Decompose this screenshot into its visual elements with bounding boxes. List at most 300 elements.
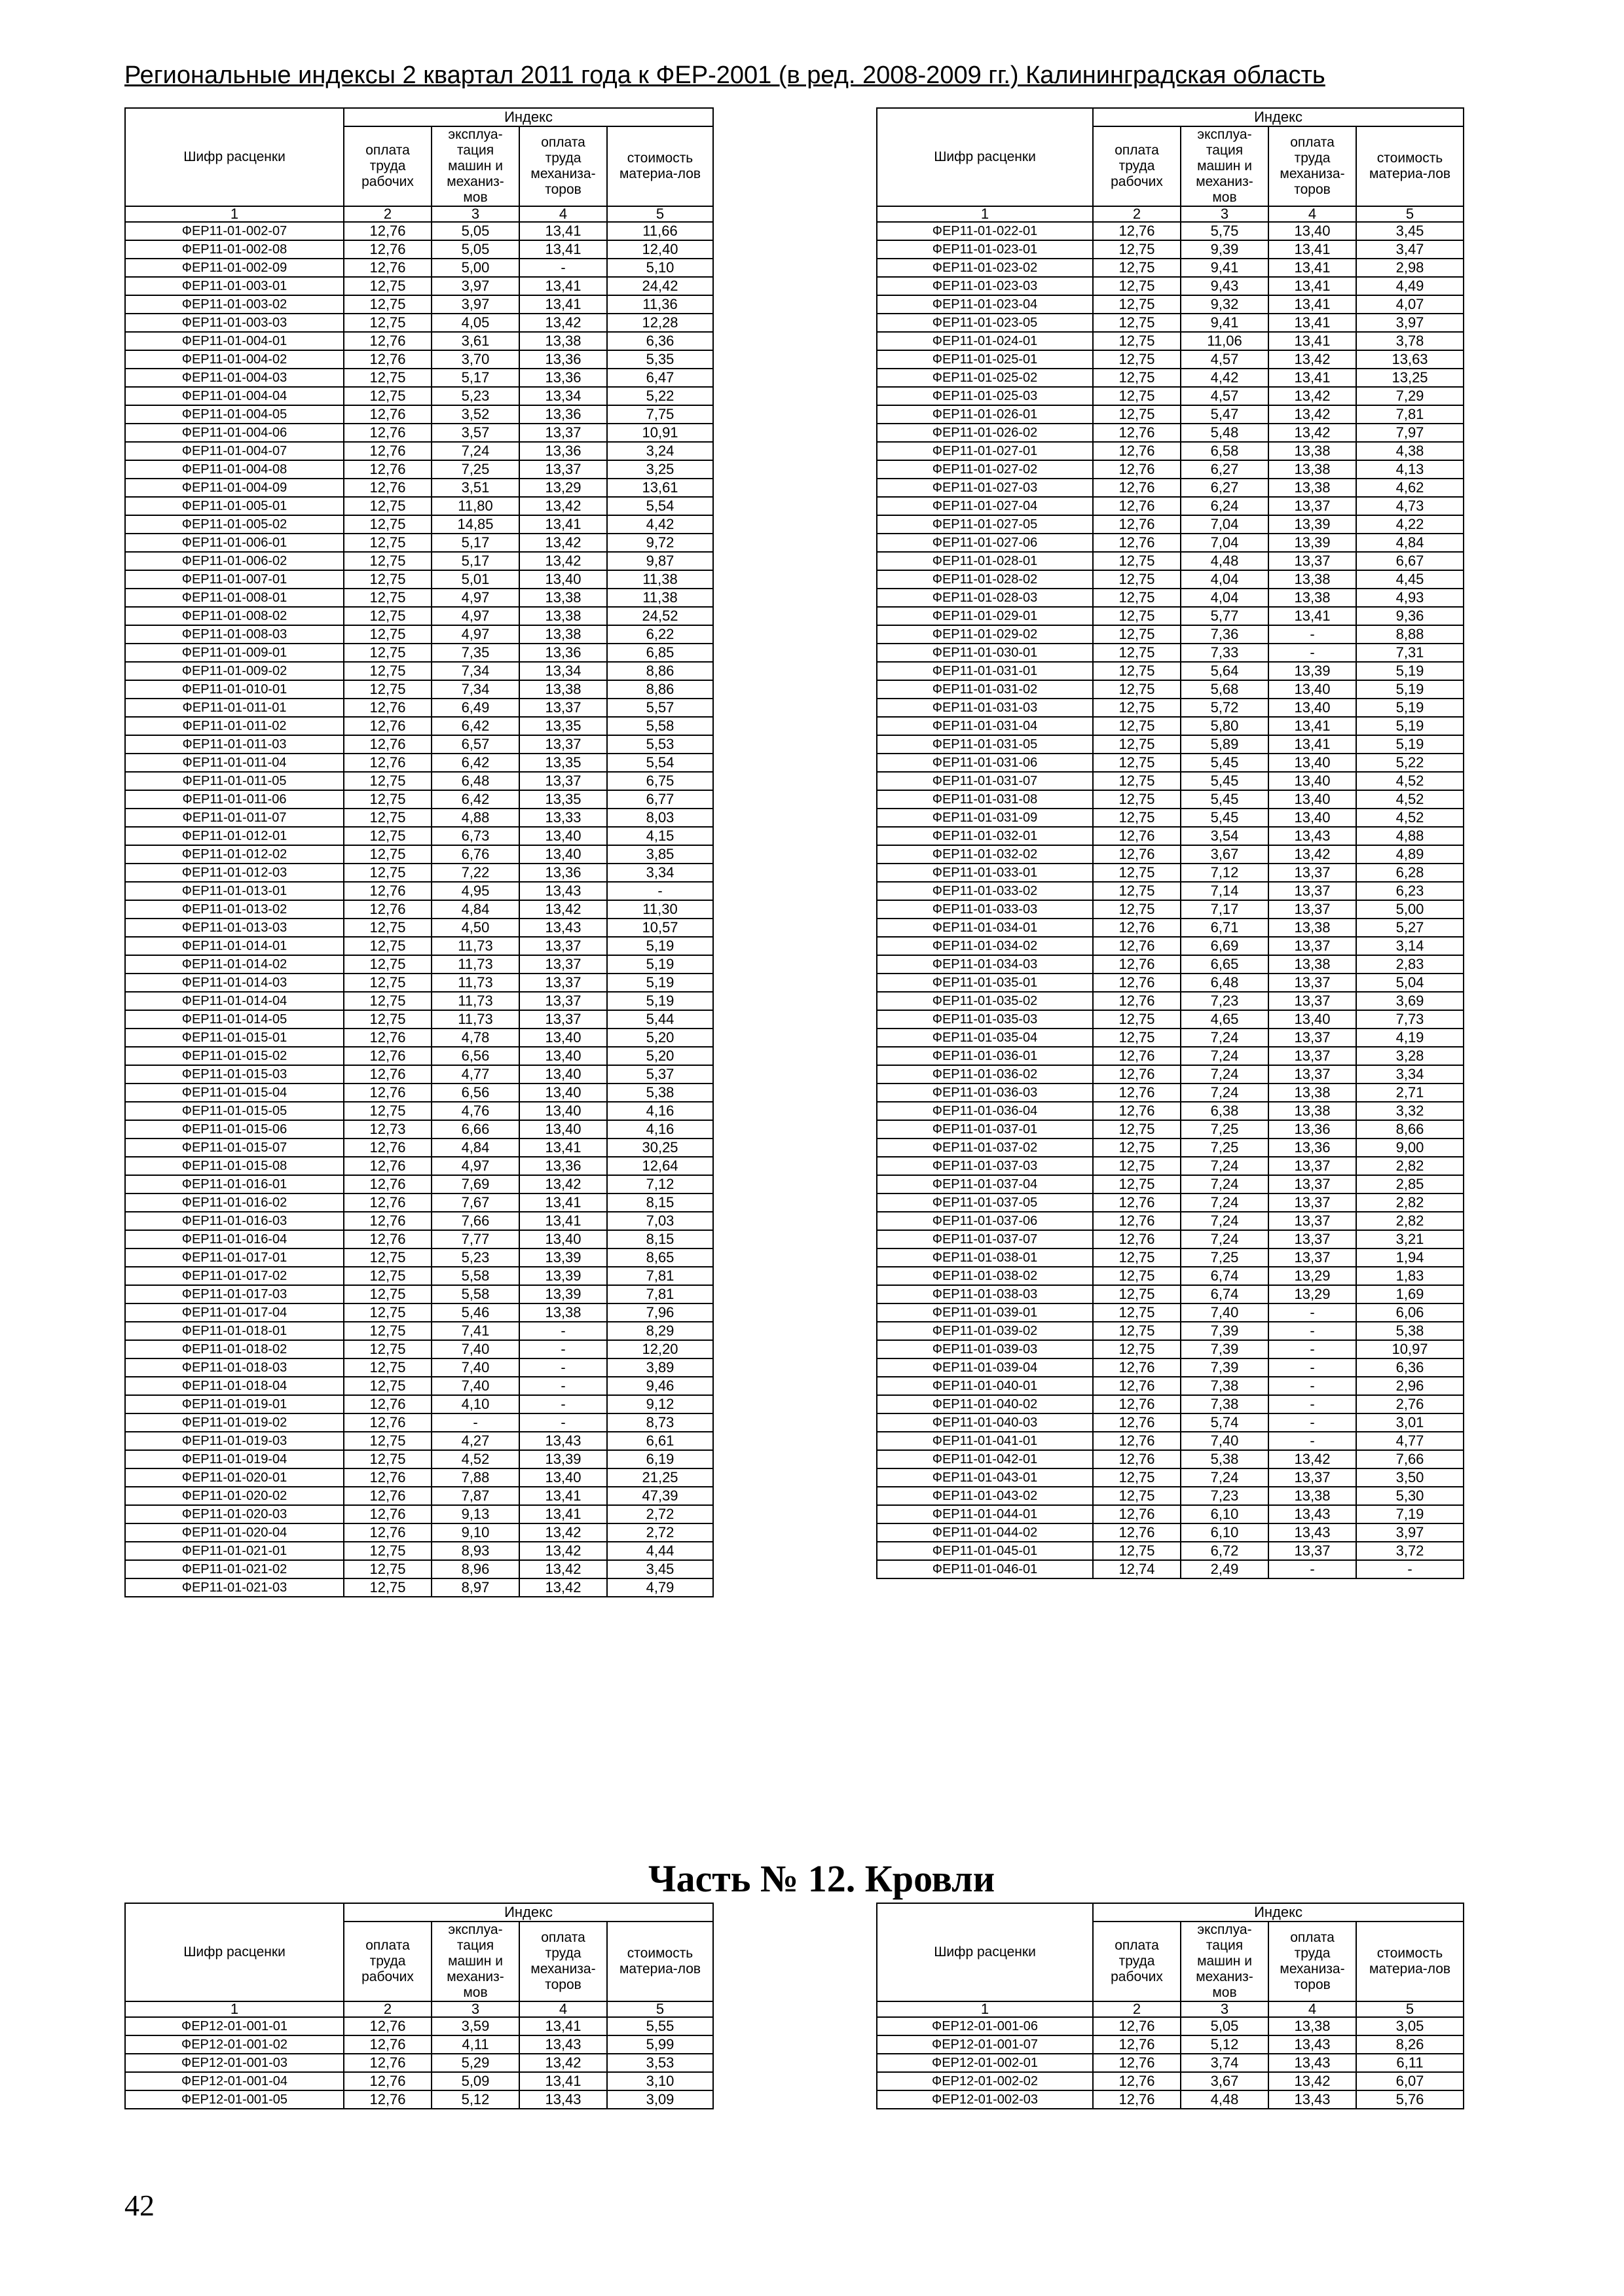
table-row: [125, 369, 713, 387]
table-row: [125, 1505, 713, 1523]
rate-code-cell: ФЕР11-01-009-02: [125, 662, 344, 680]
rate-code-cell: ФЕР11-01-029-02: [877, 625, 1093, 644]
machine-operation-cell: 8,97: [432, 1578, 519, 1597]
table-row: [125, 1377, 713, 1395]
table-row: [125, 790, 713, 809]
materials-cost-cell: 3,78: [1356, 332, 1464, 350]
machine-operation-cell: 6,42: [432, 717, 519, 735]
table-row: [125, 1468, 713, 1487]
materials-cost-cell: 2,96: [1356, 1377, 1464, 1395]
machine-operation-cell: 6,56: [432, 1084, 519, 1102]
materials-cost-cell: 4,79: [607, 1578, 713, 1597]
labor-cost-cell: 12,76: [344, 1468, 432, 1487]
machinist-pay-cell: 13,43: [1268, 1523, 1356, 1542]
labor-cost-cell: 12,76: [1093, 424, 1181, 442]
materials-cost-cell: 5,38: [607, 1084, 713, 1102]
machinist-pay-cell: 13,40: [519, 1120, 607, 1139]
rate-code-cell: ФЕР11-01-007-01: [125, 570, 344, 589]
rate-code-cell: ФЕР11-01-005-01: [125, 497, 344, 515]
machine-operation-cell: 11,73: [432, 1010, 519, 1029]
labor-cost-cell: 12,76: [344, 1395, 432, 1413]
rate-code-cell: ФЕР11-01-039-04: [877, 1358, 1093, 1377]
machine-operation-cell: 7,41: [432, 1322, 519, 1340]
machinist-pay-cell: 13,37: [1268, 974, 1356, 992]
table-row: [125, 827, 713, 845]
labor-cost-cell: 12,76: [344, 754, 432, 772]
materials-cost-cell: 47,39: [607, 1487, 713, 1505]
materials-cost-cell: 8,73: [607, 1413, 713, 1432]
machinist-pay-cell: 13,42: [519, 1560, 607, 1578]
table-row: [125, 974, 713, 992]
materials-cost-cell: 3,69: [1356, 992, 1464, 1010]
machinist-pay-cell: 13,40: [519, 1468, 607, 1487]
rate-code-cell: ФЕР11-01-028-03: [877, 589, 1093, 607]
table-row: [877, 350, 1464, 369]
machinist-pay-cell: 13,40: [519, 1084, 607, 1102]
machine-operation-cell: 7,25: [1181, 1139, 1268, 1157]
labor-cost-cell: 12,75: [1093, 1175, 1181, 1194]
table-row: [877, 1010, 1464, 1029]
materials-cost-cell: 7,31: [1356, 644, 1464, 662]
machine-operation-cell: 5,23: [432, 1248, 519, 1267]
materials-cost-cell: 5,19: [607, 937, 713, 955]
labor-cost-cell: 12,75: [1093, 369, 1181, 387]
materials-cost-cell: 3,05: [1356, 2017, 1464, 2035]
table-row: [125, 277, 713, 295]
rate-code-cell: ФЕР12-01-002-02: [877, 2072, 1093, 2090]
machine-operation-cell: 6,48: [432, 772, 519, 790]
table-row: [877, 387, 1464, 405]
rate-code-cell: ФЕР11-01-021-03: [125, 1578, 344, 1597]
rate-code-cell: ФЕР11-01-004-02: [125, 350, 344, 369]
machine-operation-cell: 4,42: [1181, 369, 1268, 387]
rate-code-cell: ФЕР11-01-027-04: [877, 497, 1093, 515]
materials-cost-cell: 11,38: [607, 570, 713, 589]
rate-code-cell: ФЕР11-01-036-01: [877, 1047, 1093, 1065]
table-row: [125, 442, 713, 460]
machinist-pay-cell: 13,37: [1268, 1542, 1356, 1560]
rate-code-cell: ФЕР11-01-015-02: [125, 1047, 344, 1065]
labor-cost-cell: 12,75: [344, 955, 432, 974]
machinist-pay-cell: 13,29: [1268, 1267, 1356, 1285]
labor-cost-cell: 12,75: [344, 1285, 432, 1303]
table-row: [877, 919, 1464, 937]
materials-cost-cell: 7,73: [1356, 1010, 1464, 1029]
machine-operation-cell: 3,97: [432, 277, 519, 295]
table-row: [125, 259, 713, 277]
machinist-pay-cell: 13,42: [1268, 2072, 1356, 2090]
materials-cost-cell: 4,52: [1356, 772, 1464, 790]
machinist-pay-cell: -: [519, 1322, 607, 1340]
rate-code-cell: ФЕР11-01-004-04: [125, 387, 344, 405]
machinist-pay-cell: 13,40: [1268, 222, 1356, 240]
rate-code-cell: ФЕР12-01-001-06: [877, 2017, 1093, 2035]
materials-cost-cell: 13,63: [1356, 350, 1464, 369]
machine-operation-cell: 7,24: [1181, 1065, 1268, 1084]
machinist-pay-cell: 13,37: [1268, 1047, 1356, 1065]
labor-cost-cell: 12,75: [344, 497, 432, 515]
rate-code-cell: ФЕР11-01-015-03: [125, 1065, 344, 1084]
materials-cost-cell: 4,13: [1356, 460, 1464, 479]
rate-code-cell: ФЕР11-01-014-01: [125, 937, 344, 955]
table-row: [125, 534, 713, 552]
index-group-header: Индекс: [344, 1903, 713, 1922]
machine-operation-cell: 5,77: [1181, 607, 1268, 625]
machinist-pay-cell: 13,37: [519, 460, 607, 479]
table-row: [877, 1322, 1464, 1340]
rate-code-cell: ФЕР11-01-036-03: [877, 1084, 1093, 1102]
materials-cost-cell: 5,19: [1356, 680, 1464, 699]
rate-code-cell: ФЕР12-01-001-05: [125, 2090, 344, 2109]
materials-cost-cell: 5,00: [1356, 900, 1464, 919]
labor-cost-cell: 12,76: [344, 1157, 432, 1175]
machine-operation-cell: 5,72: [1181, 699, 1268, 717]
table-row: [877, 1377, 1464, 1395]
machine-operation-cell: 6,10: [1181, 1523, 1268, 1542]
machinist-pay-cell: 13,40: [1268, 772, 1356, 790]
labor-cost-cell: 12,76: [1093, 1212, 1181, 1230]
labor-cost-cell: 12,75: [1093, 1010, 1181, 1029]
table-row: [125, 1487, 713, 1505]
materials-cost-cell: 6,23: [1356, 882, 1464, 900]
labor-cost-cell: 12,76: [344, 1047, 432, 1065]
table-row: [125, 1450, 713, 1468]
materials-cost-cell: 5,19: [1356, 662, 1464, 680]
machine-operation-cell: 5,45: [1181, 772, 1268, 790]
table-row: [877, 1340, 1464, 1358]
materials-column-header: стоимость материа-лов: [607, 126, 713, 206]
machine-operation-cell: 6,66: [432, 1120, 519, 1139]
materials-cost-cell: 7,75: [607, 405, 713, 424]
table-row: [125, 2017, 713, 2035]
labor-cost-cell: 12,76: [1093, 2017, 1181, 2035]
materials-cost-cell: 3,89: [607, 1358, 713, 1377]
labor-cost-cell: 12,76: [1093, 992, 1181, 1010]
rate-code-cell: ФЕР11-01-046-01: [877, 1560, 1093, 1578]
rate-code-cell: ФЕР11-01-004-08: [125, 460, 344, 479]
labor-cost-cell: 12,75: [344, 919, 432, 937]
machine-operation-cell: 7,24: [1181, 1157, 1268, 1175]
index-table-part12-right: [876, 1903, 1464, 2109]
labor-cost-cell: 12,75: [1093, 735, 1181, 754]
materials-cost-cell: 5,20: [607, 1029, 713, 1047]
materials-cost-cell: 4,73: [1356, 497, 1464, 515]
materials-cost-cell: 4,52: [1356, 790, 1464, 809]
machinist-pay-cell: -: [519, 1340, 607, 1358]
labor-cost-cell: 12,75: [344, 809, 432, 827]
table-row: [125, 570, 713, 589]
machine-operation-cell: 3,59: [432, 2017, 519, 2035]
machine-operation-cell: 3,51: [432, 479, 519, 497]
rate-code-cell: ФЕР12-01-001-02: [125, 2035, 344, 2054]
rate-code-cell: ФЕР11-01-035-04: [877, 1029, 1093, 1047]
table-row: [877, 1065, 1464, 1084]
table-row: [125, 845, 713, 864]
table-row: [877, 1303, 1464, 1322]
table-row: [125, 1248, 713, 1267]
table-row: [125, 1432, 713, 1450]
table-row: [877, 1505, 1464, 1523]
machinist-pay-cell: -: [1268, 625, 1356, 644]
machine-operation-cell: 5,48: [1181, 424, 1268, 442]
table-row: [125, 1194, 713, 1212]
rate-code-cell: ФЕР11-01-009-01: [125, 644, 344, 662]
materials-cost-cell: 8,66: [1356, 1120, 1464, 1139]
table-row: [877, 369, 1464, 387]
rate-code-cell: ФЕР11-01-018-04: [125, 1377, 344, 1395]
machinist-pay-cell: -: [519, 1413, 607, 1432]
labor-cost-cell: 12,75: [344, 864, 432, 882]
labor-cost-cell: 12,76: [344, 1065, 432, 1084]
table-row: [877, 1413, 1464, 1432]
rate-code-cell: ФЕР11-01-038-02: [877, 1267, 1093, 1285]
machine-operation-cell: 9,41: [1181, 314, 1268, 332]
table-row: [125, 2090, 713, 2109]
rate-code-cell: ФЕР11-01-029-01: [877, 607, 1093, 625]
machinist-pay-cell: 13,43: [1268, 2090, 1356, 2109]
machinist-pay-cell: 13,42: [1268, 424, 1356, 442]
rate-code-cell: ФЕР11-01-043-01: [877, 1468, 1093, 1487]
machinist-pay-cell: 13,37: [1268, 1468, 1356, 1487]
materials-cost-cell: 5,55: [607, 2017, 713, 2035]
labor-cost-cell: 12,76: [1093, 442, 1181, 460]
machine-operation-cell: 5,17: [432, 552, 519, 570]
table-row: [125, 387, 713, 405]
table-row: [125, 717, 713, 735]
rate-code-cell: ФЕР11-01-026-01: [877, 405, 1093, 424]
table-row: [125, 1084, 713, 1102]
labor-cost-cell: 12,75: [1093, 1487, 1181, 1505]
machine-operation-cell: 5,09: [432, 2072, 519, 2090]
materials-cost-cell: 3,34: [1356, 1065, 1464, 1084]
rate-code-cell: ФЕР11-01-012-03: [125, 864, 344, 882]
machine-operation-cell: 3,74: [1181, 2054, 1268, 2072]
labor-cost-cell: 12,75: [344, 625, 432, 644]
rate-code-cell: ФЕР12-01-001-07: [877, 2035, 1093, 2054]
table-row: [125, 222, 713, 240]
materials-cost-cell: 4,77: [1356, 1432, 1464, 1450]
rate-code-cell: ФЕР11-01-043-02: [877, 1487, 1093, 1505]
labor-cost-cell: 12,76: [344, 735, 432, 754]
rate-code-cell: ФЕР11-01-012-02: [125, 845, 344, 864]
materials-cost-cell: 8,15: [607, 1230, 713, 1248]
materials-cost-cell: 7,29: [1356, 387, 1464, 405]
rate-code-cell: ФЕР11-01-011-04: [125, 754, 344, 772]
rate-code-cell: ФЕР11-01-020-02: [125, 1487, 344, 1505]
labor-cost-cell: 12,76: [344, 1487, 432, 1505]
rate-code-cell: ФЕР11-01-011-06: [125, 790, 344, 809]
machinist-pay-cell: 13,33: [519, 809, 607, 827]
labor-cost-cell: 12,75: [1093, 277, 1181, 295]
machinist-pay-cell: 13,37: [1268, 1065, 1356, 1084]
table-row: [877, 1139, 1464, 1157]
machinist-pay-cell: 13,41: [519, 1194, 607, 1212]
table-row: [125, 497, 713, 515]
rate-code-cell: ФЕР11-01-032-02: [877, 845, 1093, 864]
machinist-pay-cell: 13,40: [519, 1102, 607, 1120]
table-row: [125, 1413, 713, 1432]
table-row: [877, 1175, 1464, 1194]
table-row: [877, 699, 1464, 717]
machinist-pay-cell: 13,38: [519, 589, 607, 607]
table-row: [125, 460, 713, 479]
labor-cost-cell: 12,75: [344, 680, 432, 699]
labor-cost-cell: 12,75: [344, 827, 432, 845]
labor-cost-cell: 12,76: [344, 2054, 432, 2072]
labor-cost-cell: 12,75: [1093, 607, 1181, 625]
materials-cost-cell: 5,53: [607, 735, 713, 754]
machine-operation-cell: 4,65: [1181, 1010, 1268, 1029]
rate-code-cell: ФЕР11-01-019-03: [125, 1432, 344, 1450]
machine-operation-cell: 6,48: [1181, 974, 1268, 992]
machine-operation-cell: 7,04: [1181, 515, 1268, 534]
machinist-pay-cell: 13,40: [1268, 790, 1356, 809]
labor-cost-cell: 12,75: [344, 662, 432, 680]
labor-cost-cell: 12,76: [344, 1029, 432, 1047]
machine-operation-cell: 6,74: [1181, 1267, 1268, 1285]
machinist-pay-cell: 13,36: [1268, 1139, 1356, 1157]
labor-cost-cell: 12,76: [344, 882, 432, 900]
machine-operation-cell: 4,97: [432, 589, 519, 607]
machinist-pay-cell: 13,38: [1268, 479, 1356, 497]
machinist-pay-cell: 13,37: [1268, 992, 1356, 1010]
materials-cost-cell: 5,20: [607, 1047, 713, 1065]
labor-cost-cell: 12,76: [1093, 1084, 1181, 1102]
labor-cost-cell: 12,75: [1093, 717, 1181, 735]
machine-operation-cell: 9,10: [432, 1523, 519, 1542]
table-row: [877, 534, 1464, 552]
machinist-pay-cell: 13,35: [519, 717, 607, 735]
materials-cost-cell: 3,32: [1356, 1102, 1464, 1120]
machine-operation-cell: 5,17: [432, 534, 519, 552]
labor-cost-cell: 12,73: [344, 1120, 432, 1139]
machinist-pay-cell: 13,42: [519, 552, 607, 570]
machinist-pay-cell: 13,35: [519, 754, 607, 772]
rate-code-cell: ФЕР11-01-006-01: [125, 534, 344, 552]
materials-cost-cell: 5,54: [607, 754, 713, 772]
machinist-pay-cell: 13,36: [519, 405, 607, 424]
materials-cost-cell: 4,07: [1356, 295, 1464, 314]
labor-cost-cell: 12,75: [344, 589, 432, 607]
machinist-pay-cell: 13,43: [1268, 2035, 1356, 2054]
labor-cost-cell: 12,76: [1093, 1230, 1181, 1248]
labor-cost-cell: 12,76: [1093, 534, 1181, 552]
table-row: [877, 1102, 1464, 1120]
labor-cost-cell: 12,75: [1093, 900, 1181, 919]
rate-code-cell: ФЕР12-01-001-03: [125, 2054, 344, 2072]
machine-operation-cell: 6,24: [1181, 497, 1268, 515]
labor-cost-cell: 12,75: [1093, 625, 1181, 644]
rate-code-cell: ФЕР11-01-027-03: [877, 479, 1093, 497]
column-number: 5: [1356, 206, 1464, 222]
materials-cost-cell: 7,66: [1356, 1450, 1464, 1468]
materials-cost-cell: 3,45: [607, 1560, 713, 1578]
machinist-pay-cell: 13,42: [519, 1523, 607, 1542]
machine-operation-cell: 7,24: [1181, 1230, 1268, 1248]
machinist-pay-cell: 13,41: [519, 2072, 607, 2090]
machine-operation-cell: 7,34: [432, 680, 519, 699]
labor-cost-cell: 12,75: [344, 1102, 432, 1120]
labor-cost-cell: 12,75: [1093, 314, 1181, 332]
materials-cost-cell: 2,72: [607, 1523, 713, 1542]
materials-cost-cell: 3,21: [1356, 1230, 1464, 1248]
materials-cost-cell: 4,52: [1356, 809, 1464, 827]
machine-operation-cell: 4,48: [1181, 2090, 1268, 2109]
column-number: 2: [344, 206, 432, 222]
machine-operation-cell: 6,38: [1181, 1102, 1268, 1120]
rate-code-cell: ФЕР11-01-027-06: [877, 534, 1093, 552]
machinist-pay-cell: 13,42: [519, 534, 607, 552]
machinist-pay-cell: -: [1268, 1413, 1356, 1432]
machinist-pay-cell: 13,37: [519, 974, 607, 992]
materials-cost-cell: 6,75: [607, 772, 713, 790]
machinist-pay-cell: -: [519, 1358, 607, 1377]
labor-cost-cell: 12,76: [1093, 479, 1181, 497]
machine-operation-cell: 5,89: [1181, 735, 1268, 754]
materials-cost-cell: 10,57: [607, 919, 713, 937]
machine-operation-cell: 5,46: [432, 1303, 519, 1322]
machinist-pay-cell: -: [519, 259, 607, 277]
rate-code-cell: ФЕР11-01-013-01: [125, 882, 344, 900]
rate-code-cell: ФЕР11-01-034-03: [877, 955, 1093, 974]
column-number: 2: [1093, 206, 1181, 222]
materials-cost-cell: 6,11: [1356, 2054, 1464, 2072]
materials-cost-cell: 12,64: [607, 1157, 713, 1175]
materials-cost-cell: -: [607, 882, 713, 900]
materials-cost-cell: 9,72: [607, 534, 713, 552]
table-row: [125, 1102, 713, 1120]
machine-operation-cell: 7,22: [432, 864, 519, 882]
materials-cost-cell: 6,36: [1356, 1358, 1464, 1377]
rate-code-cell: ФЕР11-01-003-01: [125, 277, 344, 295]
table-row: [877, 900, 1464, 919]
materials-column-header: стоимость материа-лов: [1356, 126, 1464, 206]
materials-cost-cell: 7,19: [1356, 1505, 1464, 1523]
table-row: [125, 900, 713, 919]
labor-cost-cell: 12,76: [1093, 222, 1181, 240]
materials-cost-cell: 5,19: [1356, 735, 1464, 754]
machinist-pay-cell: 13,37: [519, 735, 607, 754]
machinist-pay-cell: 13,38: [1268, 1084, 1356, 1102]
machinist-pay-cell: 13,38: [1268, 570, 1356, 589]
rate-code-cell: ФЕР11-01-035-01: [877, 974, 1093, 992]
table-row: [877, 314, 1464, 332]
table-row: [125, 240, 713, 259]
labor-cost-cell: 12,75: [1093, 1157, 1181, 1175]
rate-code-cell: ФЕР11-01-032-01: [877, 827, 1093, 845]
labor-cost-cell: 12,75: [1093, 350, 1181, 369]
machine-operation-cell: 6,42: [432, 754, 519, 772]
labor-cost-cell: 12,76: [1093, 1505, 1181, 1523]
machine-operation-cell: 2,49: [1181, 1560, 1268, 1578]
machine-operation-cell: 11,06: [1181, 332, 1268, 350]
materials-cost-cell: 5,30: [1356, 1487, 1464, 1505]
table-row: [877, 735, 1464, 754]
table-row: [877, 1084, 1464, 1102]
materials-cost-cell: 7,81: [1356, 405, 1464, 424]
rate-code-cell: ФЕР11-01-011-05: [125, 772, 344, 790]
labor-cost-cell: 12,75: [344, 974, 432, 992]
rate-code-cell: ФЕР11-01-019-01: [125, 1395, 344, 1413]
machinist-pay-cell: 13,37: [1268, 1248, 1356, 1267]
labor-cost-cell: 12,76: [1093, 919, 1181, 937]
machine-operation-cell: 4,88: [432, 809, 519, 827]
machinist-pay-cell: 13,41: [1268, 735, 1356, 754]
labor-cost-cell: 12,75: [344, 1267, 432, 1285]
labor-cost-cell: 12,75: [344, 845, 432, 864]
machinist-pay-cell: 13,43: [519, 2035, 607, 2054]
machine-operation-cell: 7,39: [1181, 1322, 1268, 1340]
